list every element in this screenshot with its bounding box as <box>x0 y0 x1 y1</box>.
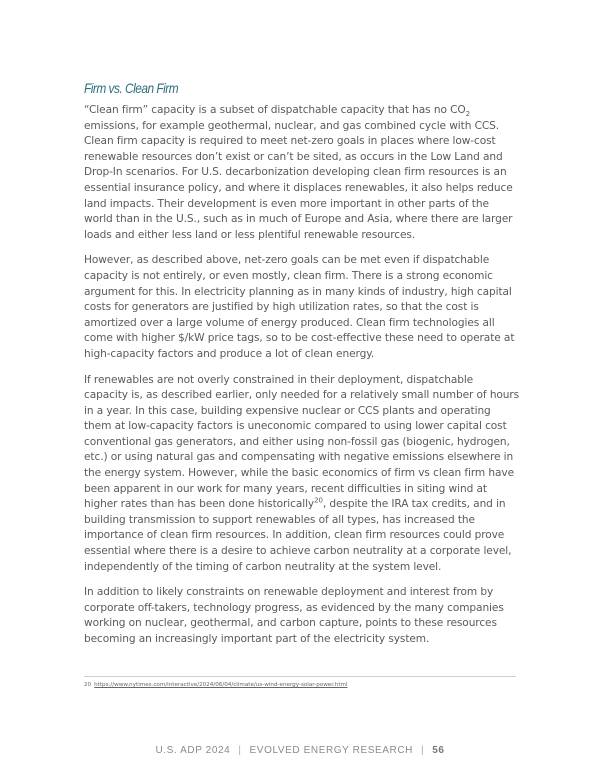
body-text <box>84 103 520 658</box>
text: “Clean firm” capacity is a subset of dispatchable capacity that has no CO <box>84 104 466 116</box>
footnote-link[interactable]: https://www.nytimes.com/interactive/2024/06/04/climate/us-wind-energy-solar-power.html <box>94 682 348 688</box>
page-number: 56 <box>432 745 445 756</box>
paragraph-3 <box>84 373 520 576</box>
paragraph-4: In addition to likely constraints on renewable deployment and interest from by corporate off-takers, technology progress, as evidenced by the many companies working on nuclear, geothermal, and carbon capture, points to these resources becoming an increasingly important part of the electricity system. <box>84 586 504 645</box>
separator: | <box>238 745 242 756</box>
text: emissions, for example geothermal, nuclear, and gas combined cycle with CCS. Clean firm capacity is required to meet net-zero goals in places where low-cost renewable resources don’t exist or can’t be sited, as occurs in the Low Land and Drop-In scenarios. For U.S. decarbonization developing clean firm resources is an essential insurance policy, and where it displaces renewables, it also helps reduce land impacts. Their development is even more important in other parts of the world than in the U.S., such as in much of Europe and Asia, where there are larger loads and either less land or less plentiful renewable resources. <box>84 119 513 241</box>
footnote-ref[interactable]: 20 <box>314 496 323 505</box>
organization: EVOLVED ENERGY RESEARCH <box>249 745 414 756</box>
footnote <box>84 682 348 688</box>
footnote-number: 20 <box>84 682 92 688</box>
section-heading: Firm vs. Clean Firm <box>84 80 179 96</box>
report-title: U.S. ADP 2024 <box>155 745 231 756</box>
subscript: 2 <box>465 110 470 119</box>
text: If renewables are not overly constrained in their deployment, dispatchable capacity is, as described earlier, only needed for a relatively small number of hours in a year. In this case, building expensive nuclear or CCS plants and operating them at low-capacity factors is uneconomic compared to using lower capital cost conventional gas generators, and either using non-fossil gas (biogenic, hydrogen, etc.) or using natural gas and compensating with negative emissions elsewhere in the energy system. However, while the basic economics of firm vs clean firm have been apparent in our work for many years, recent difficulties in siting wind at higher rates than has been done historically <box>84 373 520 511</box>
text: , despite the IRA tax credits, and in building transmission to support renewables of all types, has increased the importance of clean firm resources. In addition, clean firm resources could prove essential where there is a desire to achieve carbon neutrality at a corporate level, independently of the timing of carbon neutrality at the system level. <box>84 498 512 573</box>
page-footer <box>0 745 600 756</box>
footnote-divider <box>84 676 516 677</box>
paragraph-2: However, as described above, net-zero goals can be met even if dispatchable capacity is not entirely, or even mostly, clean firm. There is a strong economic argument for this. In electricity planning as in many kinds of industry, high capital costs for generators are justified by high utilization rates, so that the cost is amortized over a large volume of energy produced. Clean firm technologies all come with higher $/kW price tags, so to be cost-effective these need to operate at high-capacity factors and produce a lot of clean energy. <box>84 254 515 360</box>
paragraph-1 <box>84 103 520 243</box>
separator: | <box>421 745 425 756</box>
